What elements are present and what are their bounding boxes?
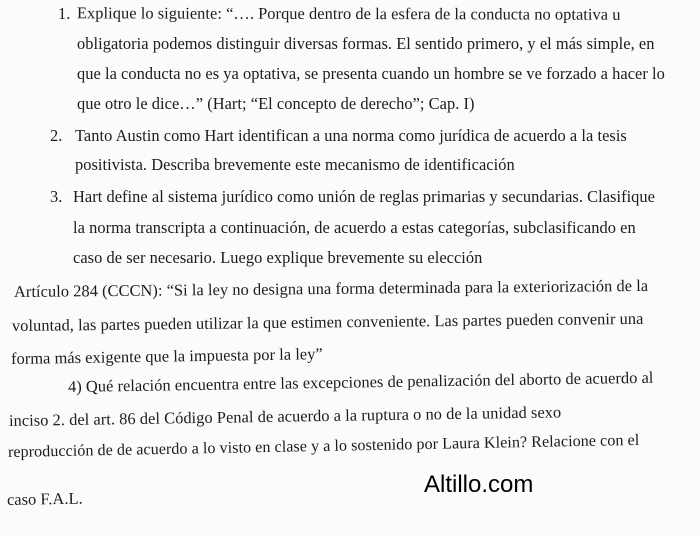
item-3-number: 3. xyxy=(50,187,63,206)
item-3-line-3: caso de ser necesario. Luego explique brevemente su elección xyxy=(73,248,483,267)
watermark-text: Altillo.com xyxy=(424,471,534,498)
item-4-line-1: 4) Qué relación encuentra entre las excepciones de penalización del aborto de acuerdo al xyxy=(67,367,654,396)
item-1-line-2: obligatoria podemos distinguir diversas formas. El sentido primero, y el más simple, en xyxy=(77,34,655,53)
item-4-line-4: caso F.A.L. xyxy=(6,488,83,509)
quote-line-2: voluntad, las partes pueden utilizar la que estimen conveniente. Las partes pueden convenir una xyxy=(11,308,644,335)
item-3-line-1: Hart define al sistema jurídico como unión de reglas primarias y secundarias. Clasifique xyxy=(73,187,655,206)
item-1-line-1: Explique lo siguiente: “…. Porque dentro de la esfera de la conducta no optativa u xyxy=(76,3,621,24)
item-1-number: 1. xyxy=(58,4,71,23)
item-4-line-2: inciso 2. del art. 86 del Código Penal de acuerdo a la ruptura o no de la unidad sexo xyxy=(8,402,562,430)
item-3-line-2: la norma transcripta a continuación, de acuerdo a estas categorías, subclasificando en xyxy=(73,218,636,237)
quote-line-1: Artículo 284 (CCCN): “Si la ley no designa una forma determinada para la exteriorización de la xyxy=(13,275,649,301)
item-1-line-4: que otro le dice…” (Hart; “El concepto de derecho”; Cap. I) xyxy=(77,94,475,113)
item-2-number: 2. xyxy=(50,126,63,145)
item-2-line-1: Tanto Austin como Hart identifican a una norma como jurídica de acuerdo a la tesis xyxy=(75,126,627,145)
item-2-line-2: positivista. Describa brevemente este mecanismo de identificación xyxy=(75,155,515,174)
item-4-line-3: reproducción de de acuerdo a lo visto en clase y a lo sostenido por Laura Klein? Relacione con el xyxy=(7,431,640,461)
item-1-line-3: que la conducta no es ya optativa, se presenta cuando un hombre se ve forzado a hacer lo xyxy=(77,64,665,83)
quote-line-3: forma más exigente que la impuesta por la ley” xyxy=(10,344,323,368)
